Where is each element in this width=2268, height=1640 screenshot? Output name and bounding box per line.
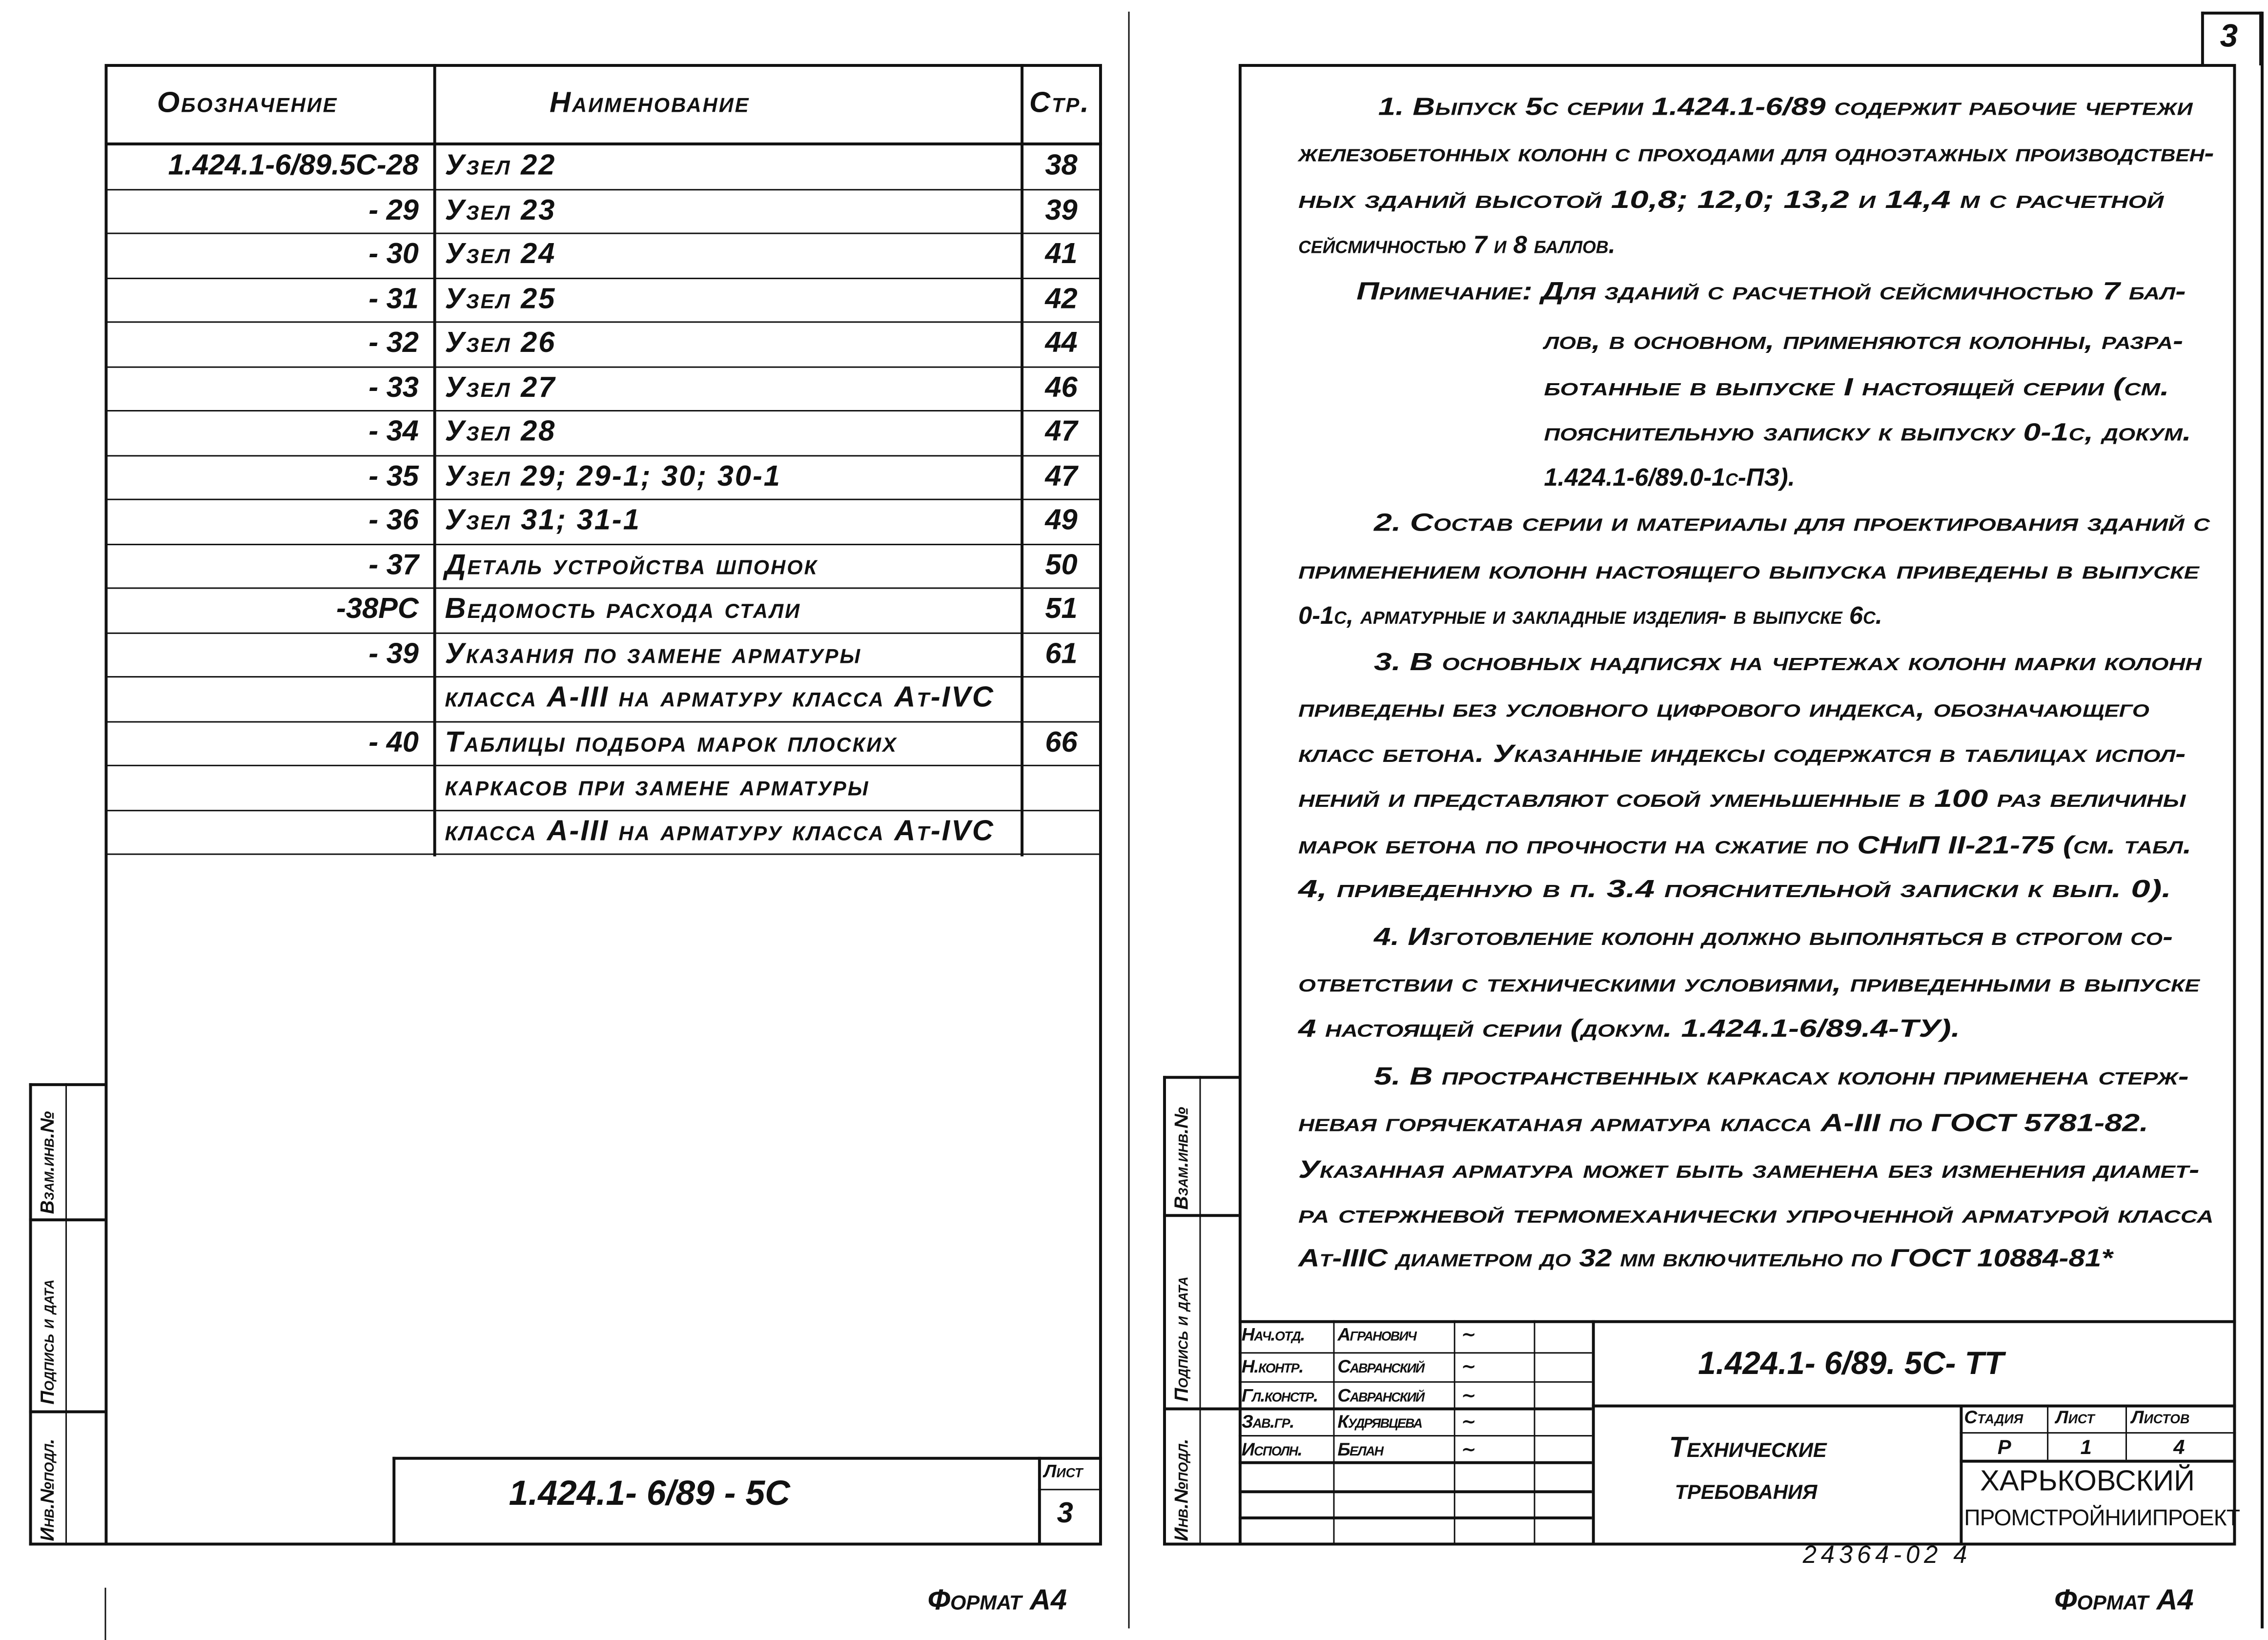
- document-title-line1: Технические: [1669, 1432, 1827, 1464]
- strip-divider: [1163, 1407, 1239, 1410]
- archive-number: 24364-02 4: [1802, 1541, 1972, 1569]
- label-replace-inv: Взам.инв.№: [1170, 1107, 1192, 1210]
- text-line: Указанная арматура может быть заменена без изменения диамет-: [1298, 1156, 2200, 1184]
- row-name: Деталь устройства шпонок: [445, 549, 818, 581]
- row-page: 61: [1045, 637, 1078, 670]
- right-edge: [2261, 12, 2264, 1628]
- left-format-label: Формат А4: [927, 1584, 1067, 1617]
- row-page: 49: [1045, 504, 1078, 537]
- block-divider: [1239, 1461, 1592, 1464]
- row-name: Узел 23: [445, 194, 556, 226]
- text-line: 2. Состав серии и материалы для проектирования зданий с: [1373, 509, 2210, 537]
- row-page: 66: [1045, 726, 1078, 758]
- signature: ~: [1461, 1438, 1476, 1460]
- text-line: применением колонн настоящего выпуска приведены в выпуске: [1298, 556, 2199, 585]
- page-number: 3: [2220, 17, 2238, 54]
- table-row: [104, 411, 1100, 456]
- text-line: железобетонных колонн с проходами для одноэтажных производствен-: [1298, 139, 2214, 167]
- contents-table-header: [104, 64, 1102, 145]
- sheets-value: 4: [2173, 1435, 2185, 1458]
- staff-role: Н.контр.: [1241, 1356, 1304, 1377]
- row-designation: - 31: [368, 283, 419, 315]
- row-name: Указания по замене арматуры: [445, 637, 862, 670]
- block-divider: [1239, 1435, 1592, 1436]
- strip-divider: [29, 1218, 105, 1221]
- block-divider: [1239, 1517, 1592, 1519]
- block-divider: [1239, 1407, 1592, 1410]
- row-page: 46: [1045, 371, 1078, 404]
- stage-value: Р: [1997, 1435, 2011, 1458]
- text-line: ответствии с техническими условиями, приведенными в выпуске: [1298, 969, 2200, 998]
- row-name: Узел 24: [445, 238, 556, 271]
- row-designation: - 34: [368, 415, 419, 448]
- row-name: Таблицы подбора марок плоских: [445, 726, 898, 758]
- table-row: [104, 234, 1100, 279]
- right-format-label: Формат А4: [2054, 1584, 2194, 1617]
- row-name: Узел 22: [445, 149, 556, 182]
- block-divider: [1960, 1405, 1962, 1544]
- staff-role: Исполн.: [1241, 1439, 1302, 1460]
- block-divider: [1454, 1320, 1455, 1544]
- block-divider: [1534, 1320, 1535, 1544]
- left-sheet-number: 3: [1057, 1497, 1073, 1530]
- text-line: 1. Выпуск 5с серии 1.424.1-6/89 содержит рабочие чертежи: [1378, 93, 2193, 121]
- label-signature-date: Подпись и дата: [1170, 1276, 1192, 1402]
- row-page: 47: [1045, 460, 1078, 492]
- signature: ~: [1461, 1355, 1476, 1377]
- table-row: [104, 677, 1100, 722]
- table-row: [104, 811, 1100, 855]
- row-page: 44: [1045, 327, 1078, 359]
- document-title-line2: требования: [1675, 1474, 1818, 1507]
- left-sheet-label: Лист: [1043, 1461, 1083, 1482]
- table-row: [104, 589, 1100, 633]
- text-line: сейсмичностью 7 и 8 баллов.: [1298, 231, 1615, 259]
- row-name: класса А-III на арматуру класса Ат-IVС: [445, 815, 995, 847]
- text-line: невая горячекатаная арматура класса А-III по ГОСТ 5781-82.: [1298, 1109, 2148, 1137]
- text-line: класс бетона. Указанные индексы содержатся в таблицах испол-: [1298, 740, 2186, 768]
- table-row: [104, 278, 1100, 323]
- text-line: 4 настоящей серии (докум. 1.424.1-6/89.4-ТУ).: [1298, 1015, 1961, 1043]
- sheets-label: Листов: [2131, 1407, 2190, 1428]
- row-page: 47: [1045, 415, 1078, 448]
- row-page: 41: [1045, 238, 1078, 271]
- row-designation: 1.424.1-6/89.5С-28: [168, 149, 419, 182]
- sheet-value: 1: [2080, 1435, 2092, 1458]
- block-divider: [1960, 1432, 2236, 1434]
- text-line: ра стержневой термомеханически упроченной арматурой класса: [1298, 1201, 2214, 1229]
- text-line: 0-1с, арматурные и закладные изделия- в выпуске 6с.: [1298, 602, 1882, 630]
- row-page: 50: [1045, 549, 1078, 581]
- organization-line2: ПРОМСТРОЙНИИПРОЕКТ: [1964, 1506, 2240, 1531]
- staff-name: Агранович: [1337, 1324, 1416, 1345]
- text-line: Примечание: Для зданий с расчетной сейсмичностью 7 бал-: [1356, 277, 2186, 306]
- block-divider: [1038, 1489, 1102, 1490]
- row-designation: - 37: [368, 549, 419, 581]
- stage-label: Стадия: [1964, 1407, 2023, 1428]
- block-divider: [1592, 1320, 1595, 1544]
- block-divider: [1239, 1490, 1592, 1493]
- row-name: Узел 25: [445, 283, 556, 315]
- table-row: [104, 545, 1100, 589]
- staff-name: Белан: [1337, 1439, 1383, 1460]
- row-name: Узел 28: [445, 415, 556, 448]
- text-line: приведены без условного цифрового индекса, обозначающего: [1298, 695, 2149, 723]
- row-page: 39: [1045, 194, 1078, 226]
- row-page: 38: [1045, 149, 1078, 182]
- staff-role: Гл.констр.: [1241, 1385, 1318, 1406]
- table-row: [104, 722, 1100, 766]
- staff-name: Савранский: [1337, 1385, 1424, 1406]
- row-designation: - 40: [368, 726, 419, 758]
- staff-role: Нач.отд.: [1241, 1324, 1305, 1345]
- text-line: пояснительную записку к выпуску 0-1с, докум.: [1544, 418, 2191, 447]
- label-inv-number: Инв.№подл.: [1170, 1438, 1192, 1541]
- right-document-code: 1.424.1- 6/89. 5С- ТТ: [1698, 1345, 2004, 1381]
- table-row: [104, 456, 1100, 500]
- strip-divider: [1200, 1076, 1201, 1545]
- row-name: каркасов при замене арматуры: [445, 770, 870, 803]
- header-name: Наименование: [549, 87, 750, 120]
- text-line: ботанные в выпуске I настоящей серии (см.: [1544, 373, 2169, 402]
- text-line: Ат-IIIС диаметром до 32 мм включительно по ГОСТ 10884-81*: [1298, 1244, 2113, 1272]
- trim-mark: [104, 1588, 106, 1640]
- row-page: 42: [1045, 283, 1078, 315]
- table-row: [104, 145, 1100, 190]
- row-designation: -38РС: [336, 593, 419, 625]
- text-line: нений и представляют собой уменьшенные в 100 раз величины: [1298, 785, 2186, 813]
- label-signature-date: Подпись и дата: [36, 1279, 59, 1405]
- row-designation: - 32: [368, 327, 419, 359]
- table-row: [104, 500, 1100, 545]
- row-designation: - 33: [368, 371, 419, 404]
- organization-line1: ХАРЬКОВСКИЙ: [1980, 1465, 2195, 1498]
- table-row: [104, 766, 1100, 811]
- title-block-top: [1239, 1320, 2236, 1323]
- text-line: марок бетона по прочности на сжатие по СНиП II-21-75 (см. табл.: [1298, 831, 2192, 860]
- row-designation: - 35: [368, 460, 419, 492]
- block-divider: [1333, 1320, 1335, 1544]
- row-designation: - 29: [368, 194, 419, 226]
- table-row: [104, 190, 1100, 234]
- text-line: 1.424.1-6/89.0-1с-ПЗ).: [1544, 464, 1795, 492]
- block-divider: [1239, 1352, 1592, 1353]
- staff-name: Кудрявцева: [1337, 1412, 1422, 1433]
- text-line: 5. В пространственных каркасах колонн применена стерж-: [1373, 1063, 2189, 1091]
- label-inv-number: Инв.№подл.: [36, 1438, 59, 1541]
- text-line: ных зданий высотой 10,8; 12,0; 13,2 и 14,4 м с расчетной: [1298, 186, 2164, 214]
- header-designation: Обозначение: [157, 87, 338, 120]
- strip-divider: [29, 1410, 105, 1413]
- text-line: лов, в основном, применяются колонны, разра-: [1544, 327, 2184, 355]
- row-name: Ведомость расхода стали: [445, 593, 801, 625]
- sheet-label: Лист: [2056, 1407, 2095, 1428]
- table-row: [104, 367, 1100, 411]
- signature: ~: [1461, 1384, 1476, 1406]
- row-designation: - 39: [368, 637, 419, 670]
- staff-role: Зав.гр.: [1241, 1412, 1294, 1433]
- row-designation: - 36: [368, 504, 419, 537]
- text-line: 4. Изготовление колонн должно выполняться в строгом со-: [1373, 923, 2173, 951]
- label-replace-inv: Взам.инв.№: [36, 1111, 59, 1214]
- strip-divider: [1163, 1214, 1239, 1217]
- strip-divider: [65, 1083, 67, 1545]
- sheet-divider: [1128, 12, 1130, 1628]
- staff-name: Савранский: [1337, 1356, 1424, 1377]
- row-designation: - 30: [368, 238, 419, 271]
- signature: ~: [1461, 1323, 1476, 1345]
- block-divider: [1960, 1460, 2236, 1463]
- row-name: Узел 31; 31-1: [445, 504, 641, 537]
- row-page: 51: [1045, 593, 1078, 625]
- block-divider: [1038, 1457, 1041, 1544]
- text-line: 3. В основных надписях на чертежах колонн марки колонн: [1373, 648, 2202, 676]
- table-row: [104, 323, 1100, 367]
- row-name: класса А-III на арматуру класса Ат-IVС: [445, 682, 995, 714]
- row-name: Узел 26: [445, 327, 556, 359]
- row-name: Узел 27: [445, 371, 556, 404]
- signature: ~: [1461, 1410, 1476, 1433]
- left-document-code: 1.424.1- 6/89 - 5С: [509, 1474, 790, 1514]
- table-row: [104, 633, 1100, 677]
- block-divider: [1239, 1381, 1592, 1383]
- text-line: 4, приведенную в п. 3.4 пояснительной записки к вып. 0).: [1298, 875, 2171, 903]
- header-page: Стр.: [1029, 87, 1090, 120]
- row-name: Узел 29; 29-1; 30; 30-1: [445, 460, 781, 492]
